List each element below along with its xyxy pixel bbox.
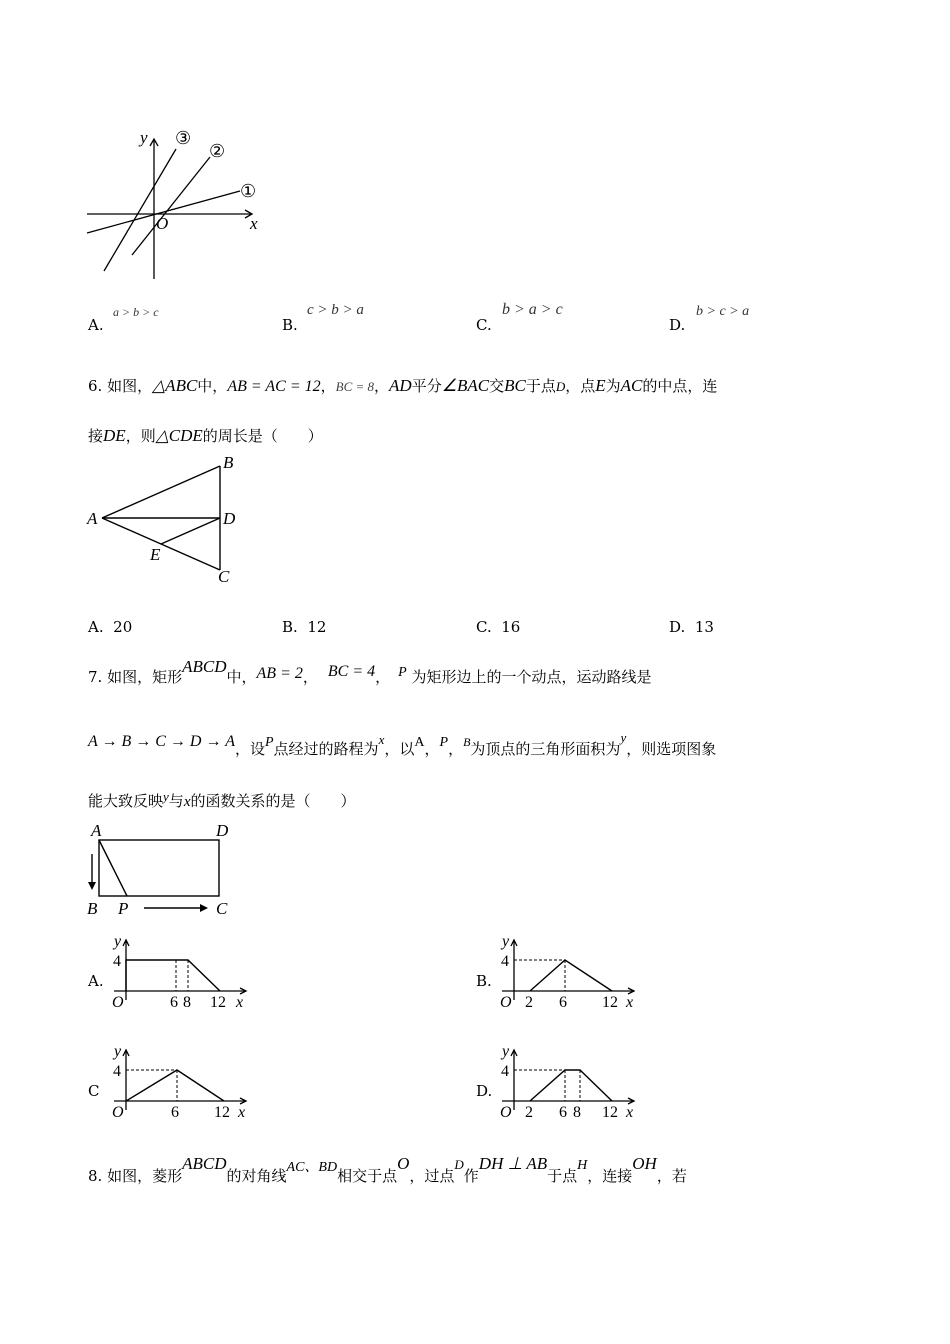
q7-text: 与 (168, 792, 184, 810)
q7-math-ab: AB = 2 (256, 665, 303, 682)
q6-option-c-text: 16 (501, 618, 521, 636)
q7-label-b: B (87, 899, 98, 918)
q6-text: ， (374, 377, 390, 395)
graph-b-ytick: 4 (501, 953, 509, 970)
q6-option-b (282, 618, 326, 636)
q6-math-ac: AC (620, 376, 643, 395)
q7-text: ， (375, 668, 391, 686)
q7-option-c-label: C (88, 1082, 100, 1100)
q6-option-b-text: 12 (307, 618, 327, 636)
q6-label-c: C (218, 567, 230, 586)
q8-text: ，连接 (587, 1167, 633, 1185)
q6-text: 平分 (411, 377, 442, 395)
graph-c-y-label: y (114, 1043, 122, 1060)
q6-math-triangle-cde: △CDE (155, 426, 203, 445)
segment-ab (102, 466, 220, 518)
q6-math-triangle-abc: △ABC (152, 376, 198, 395)
q7-math-bc: BC = 4 (327, 663, 376, 680)
fig5-line2-label: ② (209, 141, 226, 161)
q7-text: ，则选项图象 (626, 740, 717, 758)
q7-math-p2: P (264, 735, 274, 750)
q7-label-c: C (216, 899, 228, 918)
graph-d-ytick: 4 (501, 1063, 509, 1080)
graph-a-x-label: x (236, 994, 244, 1010)
fig5-line1-label: ① (240, 181, 257, 201)
q7-text: 为顶点的三角形面积为 (470, 740, 621, 758)
graph-a-y-label: y (114, 933, 122, 950)
graph-d-xtick-6: 6 (559, 1104, 567, 1120)
q7-figure (84, 820, 254, 922)
q6-text: 接 (88, 427, 104, 445)
q6-number: 6. (88, 377, 103, 395)
q8-math-d: D (454, 1157, 464, 1172)
q7-text: 如图，矩形 (107, 668, 183, 686)
q8-text: 如图，菱形 (107, 1167, 183, 1185)
rectangle-abcd (99, 840, 219, 896)
q7-label-d: D (216, 821, 229, 840)
q6-label-d: D (223, 509, 236, 528)
q7-text: 的函数关系的是（ ） (190, 792, 356, 810)
q8-math-oh: OH (632, 1154, 657, 1173)
q6-math-bc2: BC (504, 376, 526, 395)
q5-option-a-label: A. (88, 316, 104, 334)
q6-math-bc: BC = 8 (335, 379, 375, 394)
graph-b-curve (530, 960, 612, 991)
q6-math-d: D (555, 379, 566, 394)
q6-label-a: A (87, 509, 98, 528)
q5-option-c-text: b > a > c (502, 301, 563, 318)
q7-math-p: P (398, 665, 407, 680)
q7-text: 中， (226, 668, 257, 686)
q8-text: ，若 (656, 1167, 687, 1185)
graph-d-curve (530, 1070, 612, 1101)
q7-option-d-label: D. (476, 1082, 493, 1100)
q6-text: 交 (489, 377, 505, 395)
q6-text: 为 (605, 377, 621, 395)
graph-c-xtick-12: 12 (214, 1104, 230, 1120)
fig5-line3-label: ③ (175, 128, 192, 148)
q8-text: 的对角线 (226, 1167, 287, 1185)
q8-math-perp: DH ⊥ AB (478, 1154, 548, 1173)
graph-c-x-label: x (238, 1104, 246, 1120)
q8-text: ，过点 (409, 1167, 455, 1185)
graph-d-y-label: y (502, 1043, 510, 1060)
q7-text: 为矩形边上的一个动点，运动路线是 (411, 668, 652, 686)
q6-math-angle: ∠BAC (441, 376, 490, 395)
q6-text: ，则 (125, 427, 156, 445)
q6-option-a-text: 20 (113, 618, 133, 636)
q7-math-b: B (463, 735, 471, 749)
q7-graph-a (106, 930, 256, 1010)
graph-a-xtick-12: 12 (210, 994, 226, 1010)
q7-text: 能大致反映 (88, 792, 164, 810)
q7-text: ，设 (234, 740, 265, 758)
fig5-origin-label: O (156, 214, 169, 233)
q5-option-b-text: c > b > a (307, 302, 364, 318)
graph-c-origin: O (112, 1104, 124, 1120)
q8-math-diagonals: AC、BD (286, 1160, 338, 1175)
q7-label-a: A (91, 821, 102, 840)
q7-math-abcd: ABCD (182, 657, 227, 676)
line-3 (104, 149, 176, 271)
q6-option-a (88, 618, 132, 636)
q5-option-d-label: D. (669, 316, 686, 334)
q6-text: 的周长是（ ） (202, 427, 323, 445)
graph-c-xtick-6: 6 (171, 1104, 179, 1120)
graph-b-origin: O (500, 994, 512, 1010)
q6-label-e: E (150, 545, 161, 564)
q7-text: 点经过的路程为 (273, 740, 379, 758)
q6-text: 如图， (107, 377, 153, 395)
q7-line-3 (88, 790, 356, 811)
q8-number: 8. (88, 1167, 103, 1185)
q6-option-d-text: 13 (694, 618, 714, 636)
graph-a-ytick: 4 (113, 953, 121, 970)
q6-line-1 (88, 375, 717, 396)
q6-text: 的中点，连 (642, 377, 718, 395)
q6-text: ，点 (565, 377, 596, 395)
graph-a-xtick-6: 6 (170, 994, 178, 1010)
q8-math-abcd: ABCD (182, 1154, 227, 1173)
graph-b-x-label: x (626, 994, 634, 1010)
q6-label-b: B (223, 453, 234, 472)
q6-option-c-label: C. (476, 618, 492, 636)
q5-option-b-label: B. (282, 316, 298, 334)
q8-math-h: H (577, 1158, 588, 1173)
graph-d-x-label: x (626, 1104, 634, 1120)
graph-d-origin: O (500, 1104, 512, 1120)
q6-option-d (669, 618, 714, 636)
graph-c-ytick: 4 (113, 1063, 121, 1080)
graph-c-curve (126, 1070, 224, 1101)
q8-text: 作 (463, 1167, 479, 1185)
q7-line-2 (88, 730, 717, 759)
q7-graph-b (494, 930, 644, 1010)
q5-option-a-text: a > b > c (113, 305, 159, 319)
q8-line-1 (88, 1154, 687, 1186)
q6-math-ab-ac: AB = AC = 12 (227, 378, 321, 395)
q7-math-p3: P (439, 735, 449, 750)
q8-text: 于点 (547, 1167, 578, 1185)
q7-graph-c (106, 1040, 256, 1120)
q6-option-a-label: A. (88, 618, 104, 636)
q6-option-b-label: B. (282, 618, 298, 636)
fig5-x-label: x (250, 214, 258, 233)
fig5-y-label: y (140, 128, 148, 147)
arrow-down-head (88, 882, 96, 890)
q6-math-e: E (595, 376, 606, 395)
graph-b-xtick-6: 6 (559, 994, 567, 1010)
segment-de (161, 518, 220, 544)
graph-d-xtick-2: 2 (525, 1104, 533, 1120)
q8-text: 相交于点 (337, 1167, 398, 1185)
q7-text: ， (424, 740, 440, 758)
q6-math-ad: AD (389, 376, 412, 395)
graph-a-origin: O (112, 994, 124, 1010)
q7-option-a-label: A. (88, 972, 104, 990)
q6-option-d-label: D. (669, 618, 686, 636)
q6-text: ， (320, 377, 336, 395)
q5-option-d-text: b > c > a (696, 304, 750, 319)
graph-a-curve (126, 960, 220, 991)
q7-option-b-label: B. (476, 972, 492, 990)
graph-b-xtick-12: 12 (602, 994, 618, 1010)
q6-text: 中， (197, 377, 228, 395)
q7-number: 7. (88, 668, 103, 686)
q7-math-x2: x (183, 794, 191, 810)
graph-b-xtick-2: 2 (525, 994, 533, 1010)
segment-ap (99, 840, 127, 896)
arrow-right-head (200, 904, 208, 912)
q7-line-1 (88, 657, 652, 687)
line-2 (132, 157, 210, 255)
q8-math-o: O (397, 1154, 410, 1173)
graph-d-xtick-8: 8 (573, 1104, 581, 1120)
q7-graph-d (494, 1040, 644, 1120)
q7-math-y: y (620, 730, 627, 745)
q7-math-path: A → B → C → D → A (88, 733, 235, 750)
q6-figure (84, 452, 254, 587)
q5-option-c-label: C. (476, 316, 492, 334)
q6-line-2 (88, 425, 323, 446)
q6-math-de: DE (103, 426, 126, 445)
q7-text: ，以 (384, 740, 415, 758)
q6-option-c (476, 618, 520, 636)
q7-text: ， (302, 668, 318, 686)
graph-a-xtick-8: 8 (183, 994, 191, 1010)
q7-math-y2: y (163, 789, 169, 804)
q6-text: 于点 (525, 377, 556, 395)
q7-text: ， (448, 740, 464, 758)
q7-label-p: P (118, 899, 129, 918)
graph-d-xtick-12: 12 (602, 1104, 618, 1120)
q7-math-x: x (378, 732, 385, 747)
q5-figure (80, 125, 280, 285)
q7-math-a: A (414, 735, 425, 750)
graph-b-y-label: y (502, 933, 510, 950)
